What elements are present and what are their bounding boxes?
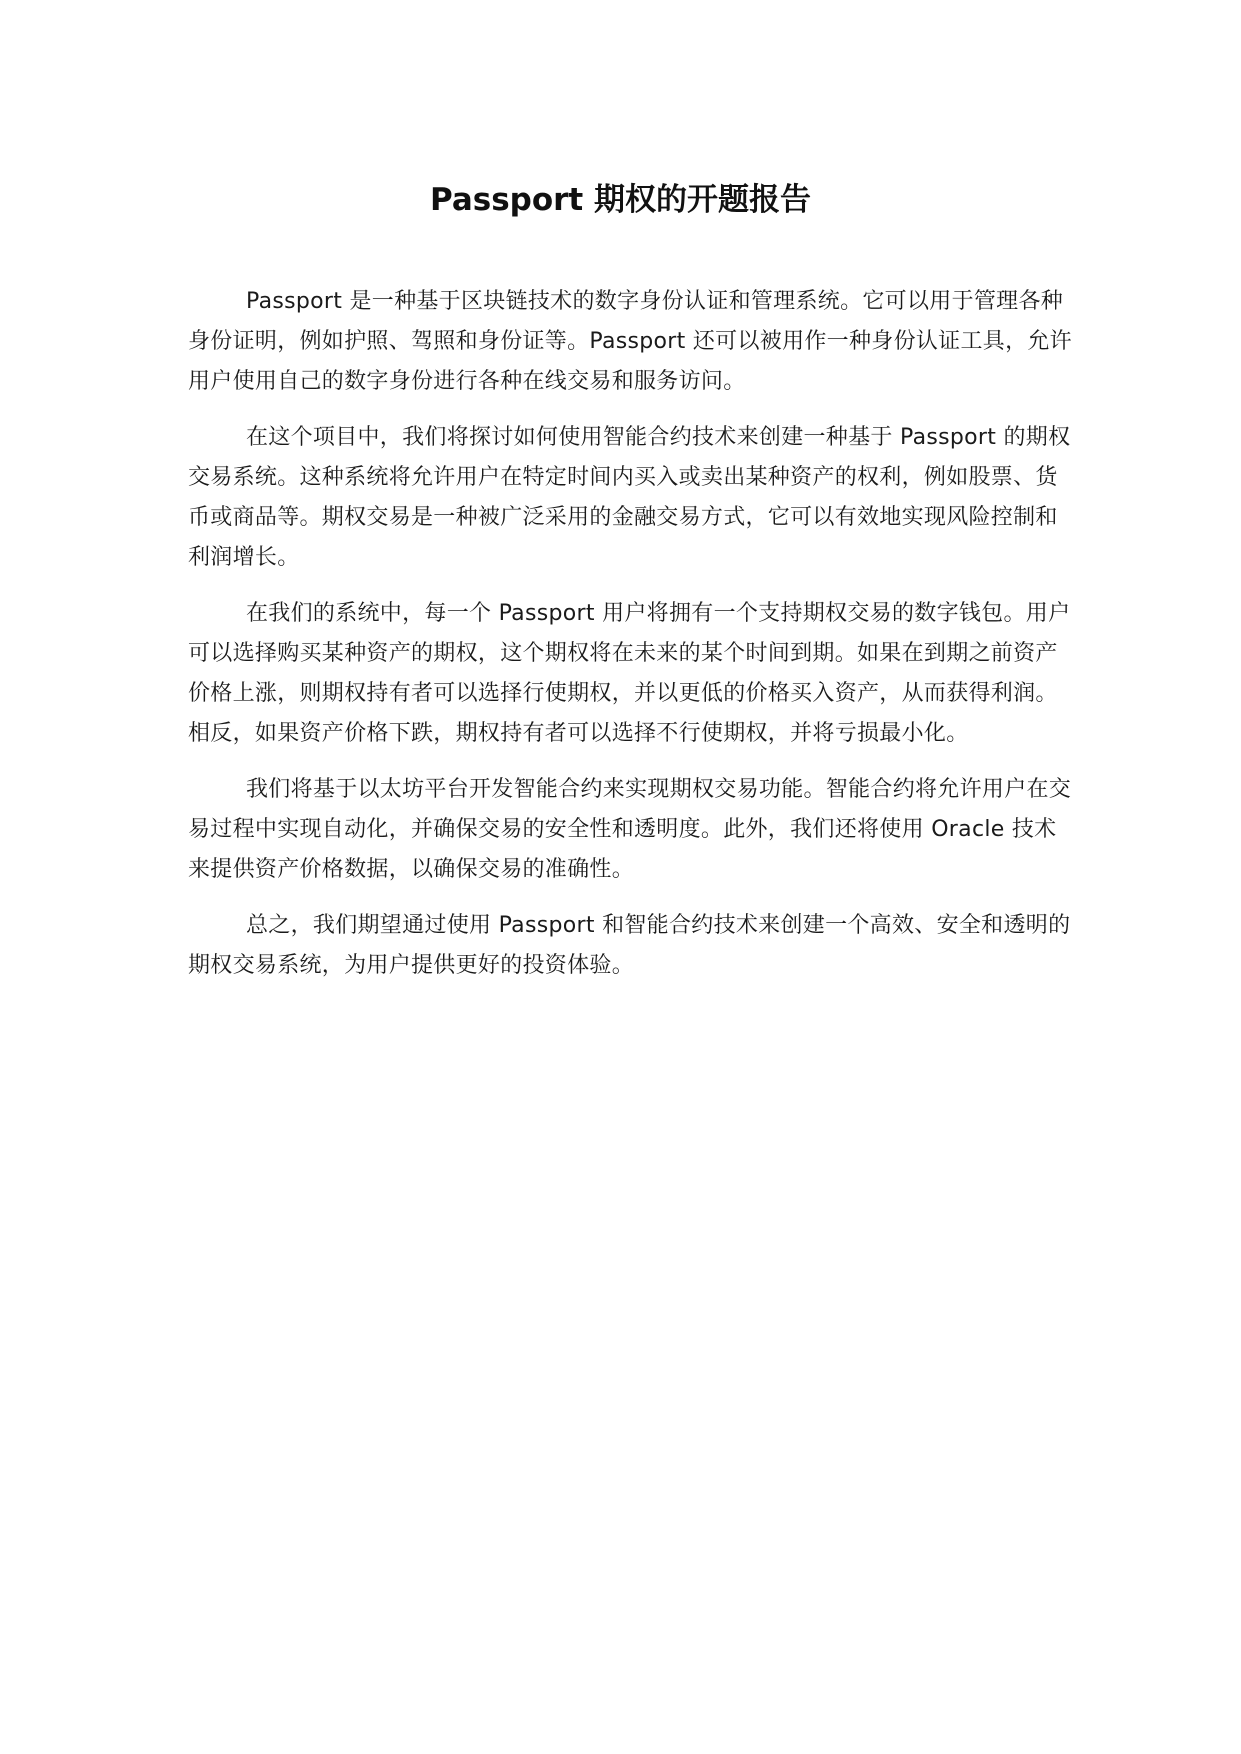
- document-title: Passport 期权的开题报告: [429, 182, 812, 218]
- paragraph-4: 我们将基于以太坊平台开发智能合约来实现期权交易功能。智能合约将允许用户在交易过程中实现自动化，并确保交易的安全性和透明度。此外，我们还将使用 Oracle 技术来提供资产价格数据，以确保交易的准确性。: [188, 777, 1072, 882]
- paragraph-1: Passport 是一种基于区块链技术的数字身份认证和管理系统。它可以用于管理各种身份证明，例如护照、驾照和身份证等。Passport 还可以被用作一种身份认证工具，允许用户使用自己的数字身份进行各种在线交易和服务访问。: [188, 289, 1072, 394]
- document-body: [188, 282, 1074, 1002]
- paragraph-3: 在我们的系统中，每一个 Passport 用户将拥有一个支持期权交易的数字钱包。用户可以选择购买某种资产的期权，这个期权将在未来的某个时间到期。如果在到期之前资产价格上涨，则期权持有者可以选择行使期权，并以更低的价格买入资产，从而获得利润。相反，如果资产价格下跌，期权持有者可以选择不行使期权，并将亏损最小化。: [188, 601, 1071, 746]
- paragraph-5: 总之，我们期望通过使用 Passport 和智能合约技术来创建一个高效、安全和透明的期权交易系统，为用户提供更好的投资体验。: [188, 913, 1071, 978]
- paragraph-2: 在这个项目中，我们将探讨如何使用智能合约技术来创建一种基于 Passport 的期权交易系统。这种系统将允许用户在特定时间内买入或卖出某种资产的权利，例如股票、货币或商品等。期权交易是一种被广泛采用的金融交易方式，它可以有效地实现风险控制和利润增长。: [188, 425, 1071, 570]
